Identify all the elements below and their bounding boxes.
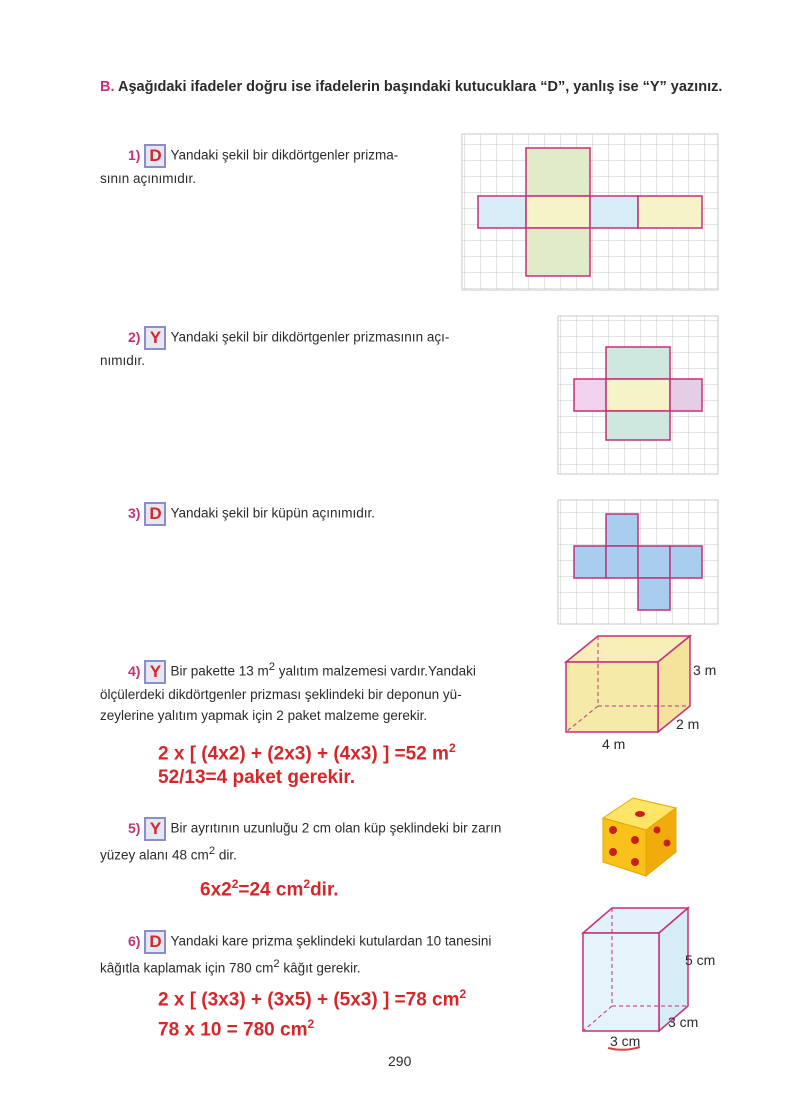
- question-text: nımıdır.: [100, 353, 146, 368]
- question-text: sının açınımıdır.: [100, 171, 197, 186]
- answer-box: D: [144, 502, 166, 526]
- answer-box: D: [144, 144, 166, 168]
- net-figure-2: [558, 316, 718, 474]
- instructions-text: Aşağıdaki ifadeler doğru ise ifadelerin başındaki kutucuklara “D”, yanlış ise “Y” yazınız.: [118, 79, 723, 95]
- question-text: Yandaki şekil bir dikdörtgenler prizma-: [170, 147, 399, 163]
- question-text: Yandaki şekil bir küpün açınımıdır.: [170, 505, 376, 521]
- superscript: 2: [231, 877, 239, 891]
- page-number: 290: [388, 1053, 412, 1069]
- superscript: 2: [307, 1017, 315, 1032]
- superscript: 2: [273, 958, 280, 970]
- question-text: ölçülerdeki dikdörtgenler prizması şeklindeki bir deponun yü-: [100, 686, 462, 702]
- superscript: 2: [459, 987, 467, 1001]
- prism-depth-label: 3 cm: [668, 1014, 699, 1030]
- question-text: Bir ayrıtının uzunluğu 2 cm olan küp şeklindeki bir zarın: [170, 820, 502, 836]
- cuboid-width-label: 4 m: [602, 736, 626, 752]
- solution-line: 6x2: [200, 879, 232, 901]
- question-text: yüzey alanı 48 cm: [100, 847, 209, 863]
- solution-line: dir.: [310, 879, 339, 901]
- net-figure-3: [558, 500, 718, 624]
- net-figure-1: [462, 134, 718, 290]
- question-text: Yandaki şekil bir dikdörtgenler prizmasının açı-: [170, 329, 450, 345]
- question-text: dir.: [215, 847, 237, 863]
- die-figure: [603, 798, 676, 876]
- cuboid-depth-label: 2 m: [676, 716, 700, 732]
- question-text: zeylerine yalıtım yapmak için 2 paket malzeme gerekir.: [100, 707, 428, 723]
- question-text: Yandaki kare prizma şeklindeki kutulardan 10 tanesini: [170, 933, 492, 949]
- question-text: kâğıtla kaplamak için 780 cm: [100, 960, 274, 976]
- solution-line: 78 x 10 = 780 cm: [158, 1019, 308, 1041]
- question-text: kâğıt gerekir.: [279, 960, 361, 976]
- prism-height-label: 5 cm: [685, 952, 716, 968]
- question-text: yalıtım malzemesi vardır.Yandaki: [275, 663, 476, 679]
- answer-box: Y: [144, 817, 166, 841]
- superscript: 2: [208, 845, 216, 857]
- superscript: 2: [268, 661, 276, 673]
- question-number: 4): [128, 662, 141, 679]
- question-number: 3): [128, 504, 141, 521]
- prism-width-label: 3 cm: [610, 1033, 641, 1049]
- superscript: 2: [303, 877, 311, 891]
- section-letter: B.: [100, 79, 115, 95]
- solution-line: 2 x [ (4x2) + (2x3) + (4x3) ] =52 m: [158, 743, 449, 765]
- question-number: 5): [128, 819, 141, 836]
- cuboid-height-label: 3 m: [693, 662, 717, 678]
- solution-line: 52/13=4 paket gerekir.: [158, 767, 356, 789]
- solution-line: =24 cm: [238, 879, 304, 901]
- cuboid-figure: [566, 636, 690, 732]
- question-text: Bir pakette 13 m: [170, 663, 269, 679]
- superscript: 2: [448, 741, 456, 755]
- answer-box: Y: [144, 660, 166, 684]
- answer-box: Y: [144, 326, 166, 350]
- answer-box: D: [144, 930, 166, 954]
- question-number: 2): [128, 328, 141, 345]
- solution-line: 2 x [ (3x3) + (3x5) + (5x3) ] =78 cm: [158, 989, 460, 1011]
- question-number: 6): [128, 932, 141, 949]
- question-number: 1): [128, 146, 141, 163]
